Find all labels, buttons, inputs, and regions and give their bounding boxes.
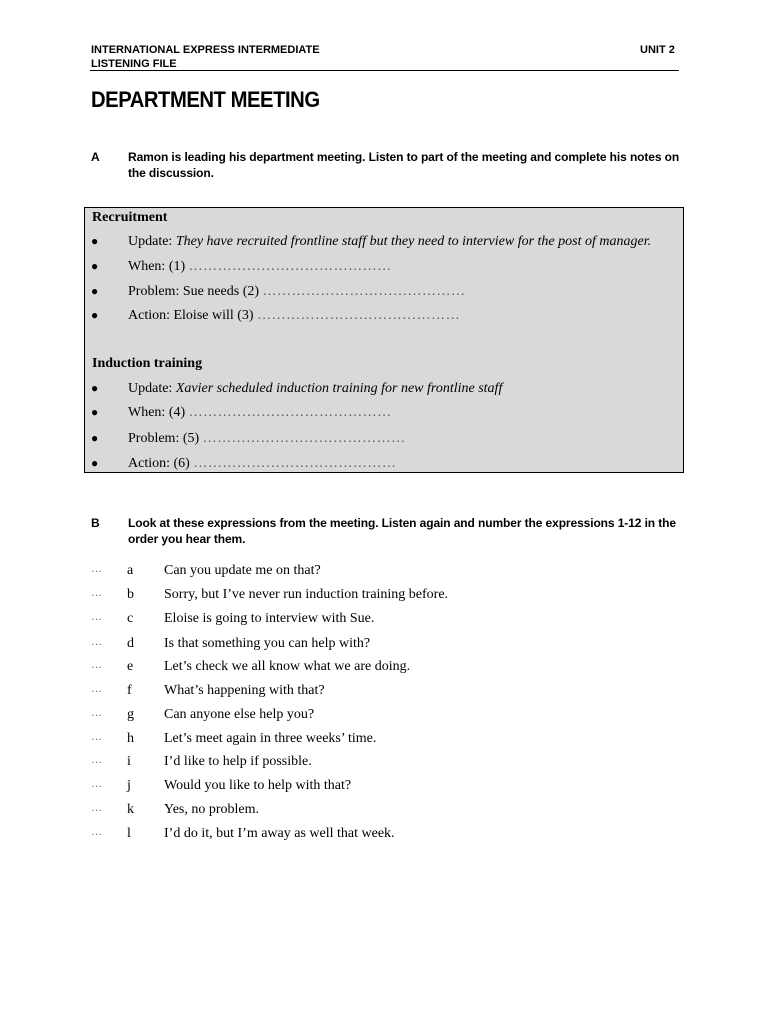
answer-blank[interactable]: …………………………………… xyxy=(188,405,392,420)
bullet-icon: ● xyxy=(91,381,99,395)
item-label: Update: xyxy=(128,381,173,396)
expression-text: Would you like to help with that? xyxy=(164,778,352,793)
expression-text: Can anyone else help you? xyxy=(164,707,315,722)
number-blank[interactable]: … xyxy=(91,802,102,814)
item-letter: i xyxy=(127,754,131,769)
item-letter: a xyxy=(127,563,134,578)
number-blank[interactable]: … xyxy=(91,659,102,671)
item-label: Problem: (5) xyxy=(128,431,200,446)
answer-blank[interactable]: …………………………………… xyxy=(262,284,466,299)
number-blank[interactable]: … xyxy=(91,587,102,599)
expression-text: Yes, no problem. xyxy=(164,802,260,817)
expression-text: Can you update me on that? xyxy=(164,563,321,578)
bullet-icon: ● xyxy=(91,405,99,419)
number-blank[interactable]: … xyxy=(91,707,102,719)
item-letter: f xyxy=(127,683,132,698)
course-title: INTERNATIONAL EXPRESS INTERMEDIATE xyxy=(91,44,320,56)
header-left xyxy=(91,43,320,71)
answer-blank[interactable]: …………………………………… xyxy=(188,259,392,274)
item-letter: b xyxy=(127,587,134,602)
header-divider xyxy=(90,70,679,71)
section-b-instruction: Look at these expressions from the meeting. Listen again and number the expressions 1-12 in the order you hear them. xyxy=(128,516,676,546)
bullet-icon: ● xyxy=(91,431,99,445)
item-letter: j xyxy=(127,778,131,793)
bullet-icon: ● xyxy=(91,234,99,248)
item-label: Action: Eloise will (3) xyxy=(128,308,254,323)
item-letter: h xyxy=(127,731,134,746)
expression-text: I’d do it, but I’m away as well that week. xyxy=(164,826,395,841)
item-letter: d xyxy=(127,636,134,651)
number-blank[interactable]: … xyxy=(91,754,102,766)
number-blank[interactable]: … xyxy=(91,636,102,648)
bullet-icon: ● xyxy=(91,456,99,470)
expression-text: Sorry, but I’ve never run induction training before. xyxy=(164,587,449,602)
expression-text: Let’s check we all know what we are doing. xyxy=(164,659,411,674)
item-text: They have recruited frontline staff but they need to interview for the post of manager. xyxy=(175,234,652,249)
item-letter: g xyxy=(127,707,134,722)
item-text: Xavier scheduled induction training for new frontline staff xyxy=(175,381,503,396)
notes-box xyxy=(84,207,684,473)
induction-heading: Induction training xyxy=(92,356,203,371)
bullet-icon: ● xyxy=(91,308,99,322)
file-type: LISTENING FILE xyxy=(91,58,177,70)
item-label: Action: (6) xyxy=(128,456,190,471)
unit-label: UNIT 2 xyxy=(640,44,675,56)
expression-text: I’d like to help if possible. xyxy=(164,754,312,769)
item-letter: k xyxy=(127,802,134,817)
number-blank[interactable]: … xyxy=(91,778,102,790)
number-blank[interactable]: … xyxy=(91,731,102,743)
expression-text: Let’s meet again in three weeks’ time. xyxy=(164,731,377,746)
expression-text: Eloise is going to interview with Sue. xyxy=(164,611,375,626)
item-label: Problem: Sue needs (2) xyxy=(128,284,260,299)
section-a-instruction: Ramon is leading his department meeting. Listen to part of the meeting and complete his notes on the discussion. xyxy=(128,150,680,180)
section-b-letter: B xyxy=(91,516,100,530)
item-label: Update: xyxy=(128,234,173,249)
number-blank[interactable]: … xyxy=(91,826,102,838)
item-label: When: (4) xyxy=(128,405,186,420)
page-title: DEPARTMENT MEETING xyxy=(91,87,320,112)
bullet-icon: ● xyxy=(91,259,99,273)
number-blank[interactable]: … xyxy=(91,683,102,695)
item-label: When: (1) xyxy=(128,259,186,274)
expression-text: Is that something you can help with? xyxy=(164,636,371,651)
answer-blank[interactable]: …………………………………… xyxy=(202,431,406,446)
bullet-icon: ● xyxy=(91,284,99,298)
number-blank[interactable]: … xyxy=(91,611,102,623)
number-blank[interactable]: … xyxy=(91,563,102,575)
section-a-letter: A xyxy=(91,150,100,164)
recruitment-heading: Recruitment xyxy=(92,210,168,225)
item-letter: l xyxy=(127,826,131,841)
item-letter: e xyxy=(127,659,134,674)
answer-blank[interactable]: …………………………………… xyxy=(193,456,397,471)
expression-text: What’s happening with that? xyxy=(164,683,325,698)
item-letter: c xyxy=(127,611,134,626)
answer-blank[interactable]: …………………………………… xyxy=(257,308,461,323)
